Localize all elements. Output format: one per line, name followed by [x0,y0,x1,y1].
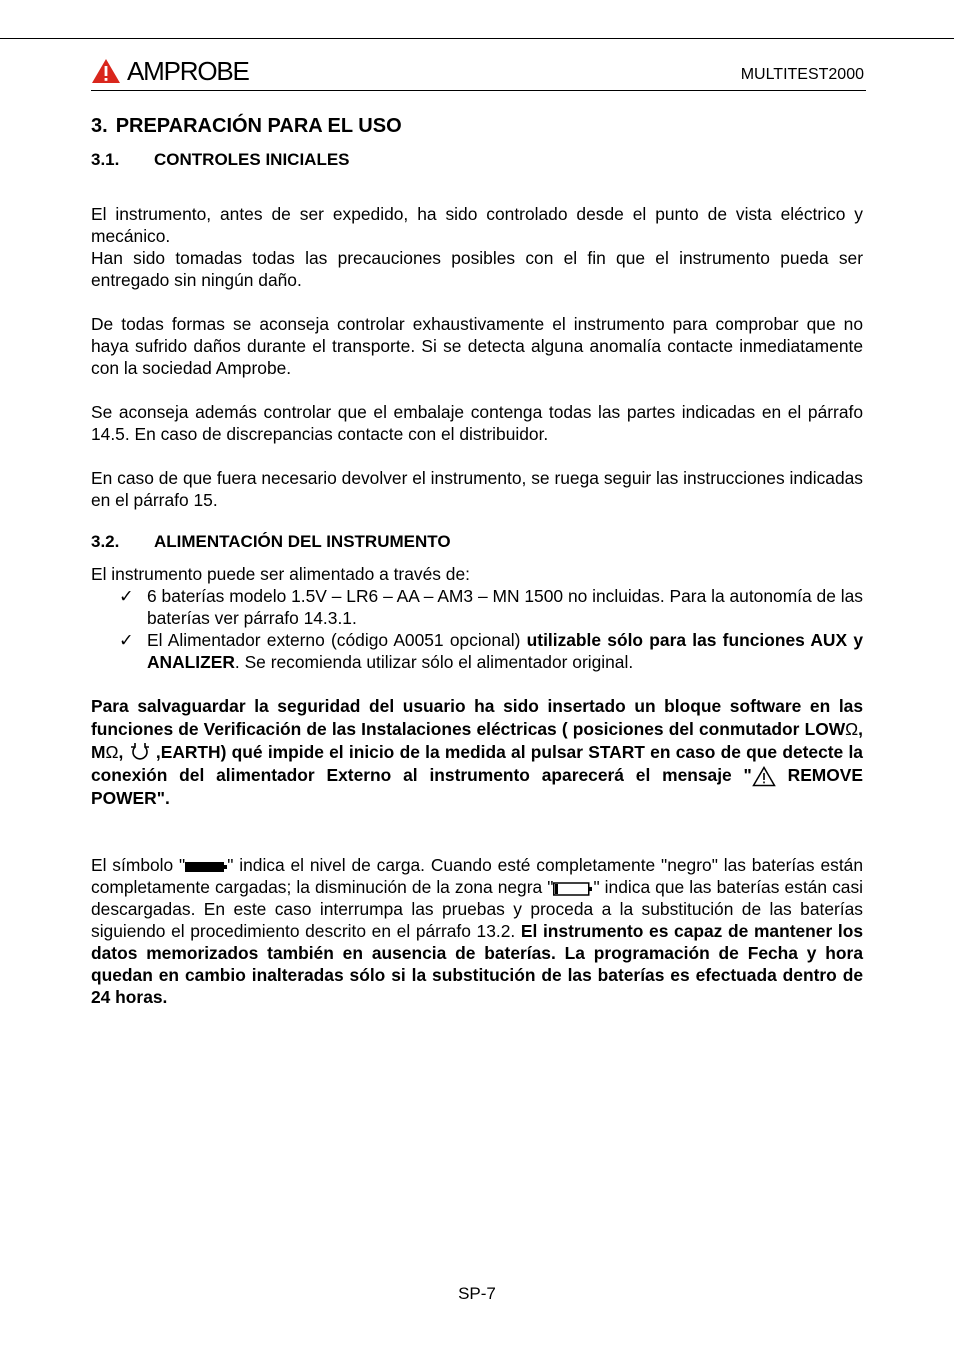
battery-text: " indica el nivel de carga. Cuando esté completamente "negro" las baterías están completamente cargadas; la disminución de la zona negra " [91,855,863,898]
list-item-text-part: El Alimentador externo (código A0051 opcional) [147,630,527,650]
paragraph: El instrumento puede ser alimentado a través de: [91,564,470,584]
battery-bold-text: El instrumento es capaz de mantener los datos memorizados también en ausencia de baterías. La programación de Fecha y hora quedan en cambio inalteradas sólo si la substitución de las baterías es efectuada dentro de 24 horas. [91,921,863,1008]
omega-symbol: Ω [105,742,119,762]
section-heading [91,113,863,139]
battery-text: " indica que las baterías están casi descargadas. En este caso interrumpa las pruebas y proceda a la substitución de las baterías siguiendo el procedimiento descrito en el párrafo 13.2. [91,877,864,942]
logo-text: AMPROBE [127,56,249,86]
battery-full-icon [185,861,227,873]
warning-text: REMOVE POWER". [91,765,863,809]
checkmark-icon: ✓ [119,586,134,606]
warning-text: , [118,742,124,762]
list-item [91,585,863,629]
warning-text: Para salvaguardar la seguridad del usuario ha sido insertado un bloque software en las funciones de Verificación de las Instalaciones eléctricas ( posiciones del conmutador LOW [91,696,863,739]
list-item-text: 6 baterías modelo 1.5V – LR6 – AA – AM3 – MN 1500 no incluidas. Para la autonomía de las baterías ver párrafo 14.3.1. [147,586,863,628]
warning-text: , M [91,719,863,762]
subsection-title: CONTROLES INICIALES [154,150,350,169]
paragraph: De todas formas se aconseja controlar exhaustivamente el instrumento para comprobar que no haya sufrido daños durante el transporte. Si se detecta alguna anomalía contacte inmediatamente con la sociedad Amprobe. [91,314,863,378]
page-header [91,56,866,91]
subsection-heading-3-2 [91,531,863,553]
paragraph: En caso de que fuera necesario devolver el instrumento, se ruega seguir las instrucciones indicadas en el párrafo 15. [91,468,863,510]
subsection-number: 3.2. [91,532,120,551]
paragraph: Han sido tomadas todas las precauciones posibles con el fin que el instrumento pueda ser entregado sin ningún daño. [91,248,863,290]
list-item [91,629,863,673]
paragraph: Se aconseja además controlar que el embalaje contenga todas las partes indicadas en el párrafo 14.5. En caso de discrepancias contacte con el distribuidor. [91,402,863,444]
list-item-bold-text: utilizable sólo para las funciones AUX y ANALIZER [147,630,863,672]
warning-text: ,EARTH) qué impide el inicio de la medida al pulsar START en caso de que detecte la conexión del alimentador Externo al instrumento aparecerá el mensaje " [91,742,863,786]
warning-triangle-logo-icon [91,58,121,84]
model-name: MULTITEST2000 [740,66,864,83]
battery-text: El símbolo " [91,855,186,876]
subsection-number: 3.1. [91,150,120,169]
battery-low-icon [553,882,593,896]
page-number: SP-7 [458,1284,496,1303]
omega-symbol: Ω [845,719,859,739]
paragraph: El instrumento, antes de ser expedido, ha sido controlado desde el punto de vista eléctrico y mecánico. [91,204,863,246]
subsection-heading-3-1 [91,149,863,171]
warning-triangle-icon [752,766,776,787]
section-title: PREPARACIÓN PARA EL USO [115,115,402,137]
top-rule [0,38,954,39]
page-content [91,113,863,1008]
list-item-text-part: . Se recomienda utilizar sólo el alimentador original. [234,652,634,672]
battery-paragraph [91,854,863,1008]
power-options-list [91,585,863,673]
rotation-phase-icon [129,742,151,764]
amprobe-logo [91,56,249,86]
list-item-text [119,629,863,673]
subsection-title: ALIMENTACIÓN DEL INSTRUMENTO [154,532,451,551]
section-number: 3. [91,115,108,137]
checkmark-icon: ✓ [119,630,134,650]
safety-warning-paragraph [91,695,863,810]
